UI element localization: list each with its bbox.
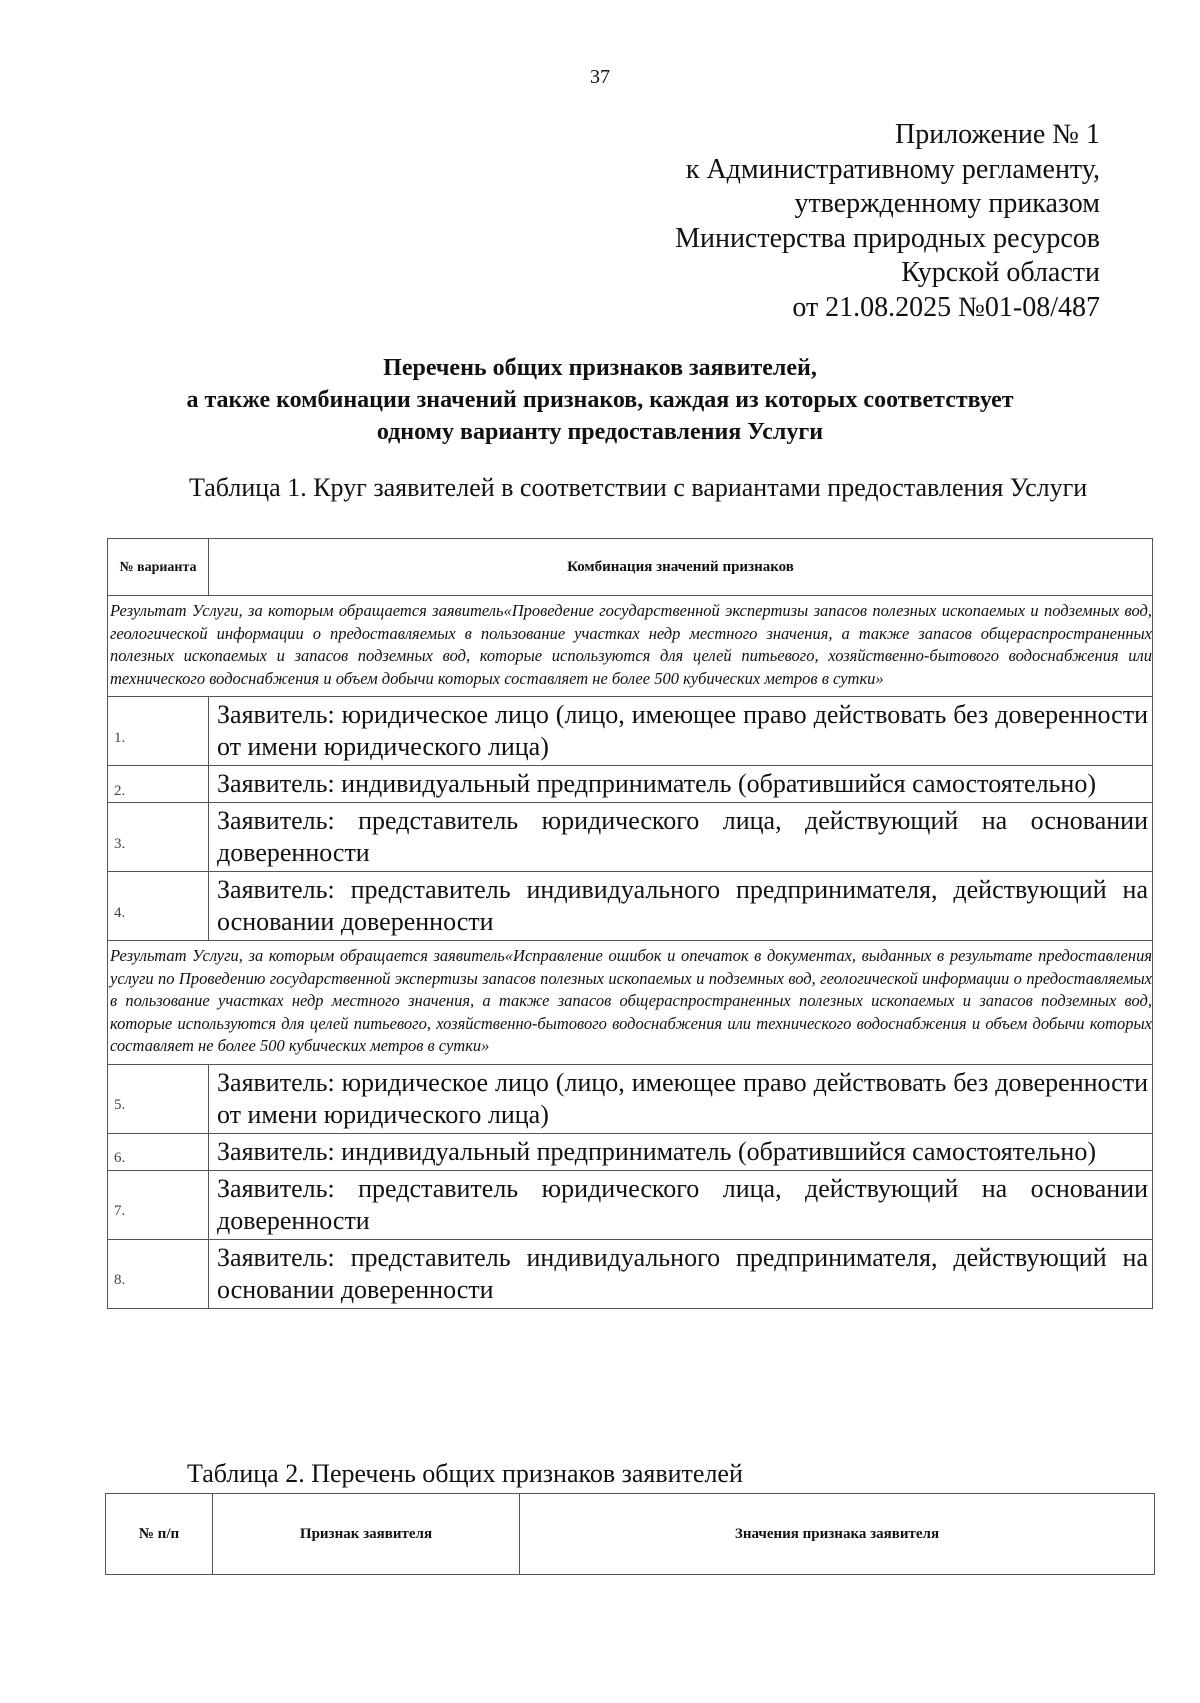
variant-number: 2. <box>108 766 209 803</box>
variant-text: Заявитель: юридическое лицо (лицо, имеющее право действовать без доверенности от имени юридического лица) <box>209 697 1153 766</box>
approval-line: к Административному регламенту, <box>685 153 1100 185</box>
approval-block <box>675 118 1100 325</box>
page-number: 37 <box>590 66 610 88</box>
table-row <box>108 803 1153 872</box>
title-line: а также комбинации значений признаков, каждая из которых соответствует <box>186 387 1014 413</box>
table-row <box>108 1133 1153 1170</box>
variant-text: Заявитель: представитель юридического лица, действующий на основании доверенности <box>209 803 1153 872</box>
applicants-variants-table <box>107 538 1153 1309</box>
table-row <box>108 766 1153 803</box>
table-row <box>108 872 1153 941</box>
variant-number: 6. <box>108 1133 209 1170</box>
table-row <box>108 1064 1153 1133</box>
approval-line: Министерства природных ресурсов <box>675 222 1100 254</box>
result-row <box>108 941 1153 1065</box>
variant-number: 7. <box>108 1170 209 1239</box>
variant-number: 8. <box>108 1239 209 1308</box>
result-description: Результат Услуги, за которым обращается заявитель«Проведение государственной экспертизы запасов полезных ископаемых и подземных вод, геологической информации о предоставляемых в пользование участках недр местного значения, а также запасов общераспространенных полезных ископаемых и запасов подземных вод, которые используются для целей питьевого, хозяйственно-бытового водоснабжения или технического водоснабжения и объем добычи которых составляет не более 500 кубических метров в сутки» <box>108 596 1153 697</box>
variant-text: Заявитель: представитель индивидуального предпринимателя, действующий на основании доверенности <box>209 1239 1153 1308</box>
header-row-number: № п/п <box>106 1494 213 1575</box>
variant-number: 5. <box>108 1064 209 1133</box>
variant-text: Заявитель: юридическое лицо (лицо, имеющее право действовать без доверенности от имени юридического лица) <box>209 1064 1153 1133</box>
header-combination: Комбинация значений признаков <box>209 539 1153 596</box>
variant-text: Заявитель: представитель индивидуального предпринимателя, действующий на основании доверенности <box>209 872 1153 941</box>
table1-caption: Таблица 1. Круг заявителей в соответствии с вариантами предоставления Услуги <box>189 473 1088 502</box>
header-variant-number: № варианта <box>108 539 209 596</box>
variant-text: Заявитель: представитель юридического лица, действующий на основании доверенности <box>209 1170 1153 1239</box>
result-description: Результат Услуги, за которым обращается заявитель«Исправление ошибок и опечаток в документах, выданных в результате предоставления услуги по Проведению государственной экспертизы запасов полезных ископаемых и подземных вод, геологической информации о предоставляемых в пользование участках недр местного значения, а также запасов общераспространенных полезных ископаемых и запасов подземных вод, которые используются для целей питьевого, хозяйственно-бытового водоснабжения или технического водоснабжения и объем добычи которых составляет не более 500 кубических метров в сутки» <box>108 941 1153 1065</box>
applicant-features-table <box>105 1493 1155 1575</box>
title-line: Перечень общих признаков заявителей, <box>383 355 817 381</box>
approval-line: Приложение № 1 <box>895 119 1100 150</box>
header-feature-values: Значения признака заявителя <box>520 1494 1155 1575</box>
approval-line: утвержденному приказом <box>794 188 1100 219</box>
table-header-row <box>106 1494 1155 1575</box>
approval-line: от 21.08.2025 №01-08/487 <box>792 291 1100 323</box>
result-row <box>108 596 1153 697</box>
table-row <box>108 1170 1153 1239</box>
variant-number: 3. <box>108 803 209 872</box>
document-title <box>0 352 1200 448</box>
variant-number: 4. <box>108 872 209 941</box>
header-feature: Признак заявителя <box>213 1494 520 1575</box>
table2-caption: Таблица 2. Перечень общих признаков заявителей <box>187 1459 743 1488</box>
table-row <box>108 1239 1153 1308</box>
table-header-row <box>108 539 1153 596</box>
approval-line: Курской области <box>901 257 1100 288</box>
table-row <box>108 697 1153 766</box>
variant-number: 1. <box>108 697 209 766</box>
title-line: одному варианту предоставления Услуги <box>376 419 824 445</box>
variant-text: Заявитель: индивидуальный предприниматель (обратившийся самостоятельно) <box>209 766 1153 803</box>
variant-text: Заявитель: индивидуальный предприниматель (обратившийся самостоятельно) <box>209 1133 1153 1170</box>
